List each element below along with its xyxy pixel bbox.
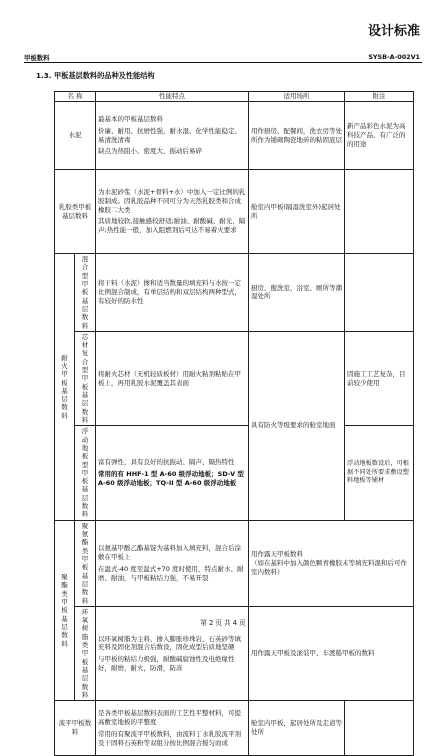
row-usage-cement: 用作厨房、配餐间，洗衣房等处所作为铺砌陶瓷地砖的粘固底层 [249,102,345,170]
page-footer: 第 2 页 共 4 页 [200,619,246,627]
usage-note-text: （如在基料中加入颜色颗青橡胶末等填充料混和后可作室内数料） [251,558,408,576]
table-row [55,102,414,170]
sub-features-polyurethane [96,520,249,606]
row-note-latex [345,170,414,254]
sub-features-core-composite: 将耐火芯材（无机轻质板材）用耐火粘剂粘贴在甲板上，再用乳胶水泥覆盖其表面 [96,331,249,425]
feature-text: 其质地较软,接触感较舒适;耐油、耐酸碱、耐光、隔声;热性能一般，加入阻燃剂后可达不易着火要求 [98,217,246,235]
feature-text: 是各类甲板基层数料表面的工艺性平整材料，可提高敷室地板的平整度 [98,709,242,726]
sub-name-polyurethane: 聚氨酯类甲板基层数料 [75,520,96,606]
column-header-usage: 适用场所 [249,92,345,102]
table-row [55,520,414,606]
row-usage-leveling: 舱室内甲板，起居处所及走道等处所 [249,701,345,756]
section-title: 1.3. 甲板基层数料的品种及性能结构 [36,71,155,80]
header-doc-code: SYSB-A-002V1 [368,53,420,61]
feature-text: 常用的有 HHF-1 型 A-60 级浮动地板；SD-V 型 A-60 级浮动地板；TQ-II 型 A-60 级浮动地板 [98,470,244,487]
group-name-fireproof: 耐火甲板基层数料 [55,254,75,521]
sub-name-mixed: 混合型甲板基层数料 [75,254,96,332]
sub-note-mixed [345,254,414,332]
feature-text: 与甲板的粘结力极强，耐酸碱腐蚀性及电绝缘性好，耐磨，耐火，防滑，防冻 [98,655,235,672]
row-features-leveling [96,701,249,756]
sub-name-epoxy: 环氧树脂类甲板基层数料 [75,606,96,700]
row-features-latex [96,170,249,254]
sub-usage-mixed: 厨房、盥洗室、浴室、厕所等潮湿处所 [249,254,345,332]
feature-text: 以氨基甲酸乙酯基锭为基料加入填充料，混合后涂敷在甲板上 [98,544,242,561]
table-header-row [55,92,414,102]
sub-features-floating-floor [96,426,249,520]
row-name-latex: 乳胶类甲板基层数料 [55,170,96,254]
sub-name-floating-floor: 浮动地板型甲板基层数料 [75,426,96,520]
column-header-features: 性能特点 [96,92,249,102]
row-name-cement: 水泥 [55,102,96,170]
sub-note-core-composite: 因施工工艺复杂，目前较少使用 [345,331,414,425]
column-header-note: 附注 [345,92,414,102]
header-divider [24,62,422,63]
feature-text: 在温式-40 度至温式+70 度时使用，特点耐水、耐磨、耐油，与甲板粘结力强，不易开裂 [98,564,244,582]
feature-text: 以环氧树脂为主料，掺入膨胀珍珠岩，石英砂等填充料及固化剂混合后数设，固化成型后质地坚硬 [98,634,242,652]
sub-usage-epoxy: 用作露天甲板及滚装甲、车渡船甲板的数料 [249,606,414,700]
table-row [55,254,414,332]
table-row [55,170,414,254]
table-row [55,426,414,520]
deck-material-table [54,91,414,756]
row-usage-latex: 舱室内甲板(隔湿洗室外)起居处所 [249,170,345,254]
table-row [55,701,414,756]
feature-text: 价廉、耐用、抗磨性强，耐水湿、化学性能稳定、易清洗清毒 [98,126,242,144]
table-row [55,331,414,425]
usage-text: 用作露天甲板数料 [251,550,304,559]
feature-text: 富有弹性，具有良好的抗振动、隔声、隔热特性 [98,458,235,467]
feature-text: 最基本的甲板基层数料 [98,114,164,123]
sub-note-floating-floor: 浮动地板数设后，可根据不同处所要求敷设塑料地板等铺材 [345,426,414,520]
column-header-name: 名 称 [55,92,96,102]
header-category: 甲板数料 [24,54,50,62]
sub-usage-fireproof: 具有防火等级要求的舱室地面 [249,331,345,520]
row-note-leveling [345,701,414,756]
sub-usage-polyurethane [249,520,414,606]
row-note-cement: 新产品彩色水泥为高科技产品，有广泛的的用途 [345,102,414,170]
feature-text: 缺点为热阻小、密度大、振动后易碎 [98,147,203,156]
document-title: 设计标准 [367,24,420,39]
sub-name-core-composite: 芯材复合型甲板基层数料 [75,331,96,425]
sub-features-mixed: 将干料（水泥）掺和适当数量的填充料与水按一定比例混合制成，有单层结构和双层结构两种型式，有较好的防水性 [96,254,249,332]
group-name-polyester: 聚酯类甲板基层数料 [55,520,75,701]
feature-text: 为水泥砂浆（水泥+骨料+水）中加入一定比例的乳胶制成。因乳胶品种不同可分为天然乳胶类和合成橡胶二大类 [98,188,246,214]
row-name-leveling: 流平甲板数料 [55,701,96,756]
row-features-cement [96,102,249,170]
feature-text: 常用的有聚流平甲板数料，由流料丁水乳胶流平剂及干固料石英粉等双组分按比例混合搅匀而成 [98,729,242,747]
